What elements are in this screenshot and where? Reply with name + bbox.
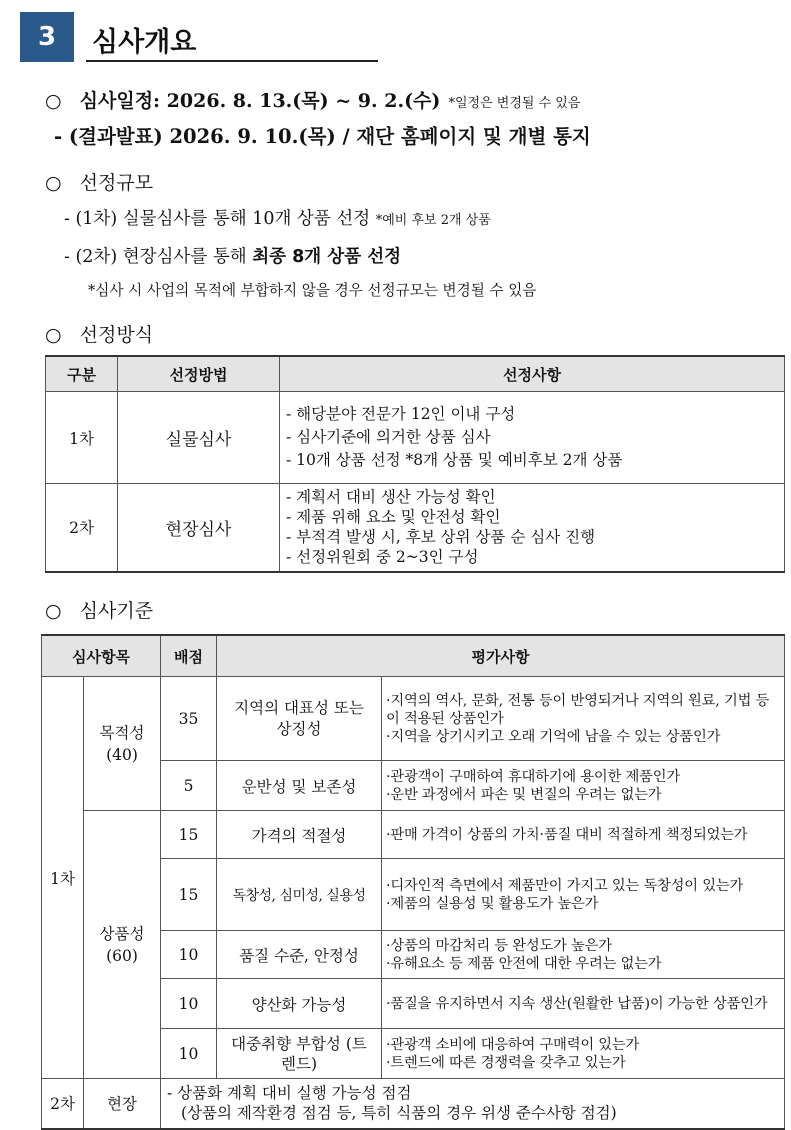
description-line: ·지역의 역사, 문화, 전통 등이 반영되거나 지역의 원료, 기법 등이 적용된 상품인가 xyxy=(386,692,770,727)
group-purpose xyxy=(84,677,161,811)
method-cell: 현장심사 xyxy=(118,484,280,572)
item-cell: 독창성, 심미성, 실용성 xyxy=(217,859,382,931)
criteria-header-row xyxy=(42,635,785,677)
method-row-1 xyxy=(46,392,785,484)
scale-first: - (1차) 실물심사를 통해 10개 상품 선정 xyxy=(64,209,371,229)
criteria-heading: 심사기준 xyxy=(79,600,154,622)
group-score: (40) xyxy=(106,745,138,764)
description-line: ·지역을 상기시키고 오래 기억에 남을 수 있는 상품인가 xyxy=(386,728,721,745)
stage2-name: 현장 xyxy=(84,1079,161,1129)
description-line: ·제품의 실용성 및 활용도가 높은가 xyxy=(386,895,599,912)
criteria-stage2-row xyxy=(42,1079,785,1129)
description-line: (상품의 제작환경 점검 등, 특히 식품의 경우 위생 준수사항 점검) xyxy=(181,1104,617,1123)
points-cell: 10 xyxy=(161,931,217,979)
points-cell: 5 xyxy=(161,761,217,811)
description-line: ·디자인적 측면에서 제품만이 가지고 있는 독창성이 있는가 xyxy=(386,877,744,894)
schedule-note: *일정은 변경될 수 있음 xyxy=(448,96,581,111)
stage2-description xyxy=(161,1079,785,1129)
bullet-circle-icon: ○ xyxy=(45,172,62,194)
method-cell: 실물심사 xyxy=(118,392,280,484)
header-points: 배점 xyxy=(161,635,217,677)
description-line: ·관광객 소비에 대응하여 구매력이 있는가 xyxy=(386,1036,640,1053)
criteria-row xyxy=(42,677,785,761)
description-line: ·트렌드에 따른 경쟁력을 갖추고 있는가 xyxy=(386,1054,626,1071)
method-heading: 선정방식 xyxy=(79,324,154,346)
scale-second-bold: 최종 8개 상품 선정 xyxy=(252,247,402,267)
description-line: ·품질을 유지하면서 지속 생산(원활한 납품)이 가능한 상품인가 xyxy=(386,995,768,1012)
stage-cell: 1차 xyxy=(46,392,118,484)
item-cell: 양산화 가능성 xyxy=(217,979,382,1029)
criteria-heading-line xyxy=(45,596,153,623)
detail-item: - 선정위원회 중 2~3인 구성 xyxy=(286,548,479,567)
description-line: ·상품의 마감처리 등 완성도가 높은가 xyxy=(386,937,612,954)
points-cell: 15 xyxy=(161,811,217,859)
section-number-badge: 3 xyxy=(20,12,74,62)
group-score: (60) xyxy=(106,946,138,965)
detail-item: - 제품 위해 요소 및 안전성 확인 xyxy=(286,508,501,527)
stage1-cell: 1차 xyxy=(42,677,84,1079)
detail-item: - 계획서 대비 생산 가능성 확인 xyxy=(286,488,496,507)
method-table xyxy=(45,355,785,573)
detail-item: - 심사기준에 의거한 상품 심사 xyxy=(286,428,491,446)
schedule-label: 심사일정: 2026. 8. 13.(목) ~ 9. 2.(수) xyxy=(79,90,441,112)
bullet-circle-icon: ○ xyxy=(45,90,62,112)
description-line: ·유해요소 등 제품 안전에 대한 우려는 없는가 xyxy=(386,955,662,972)
stage-cell: 2차 xyxy=(46,484,118,572)
schedule-line xyxy=(45,86,580,113)
header-stage: 구분 xyxy=(46,356,118,392)
item-cell: 가격의 적절성 xyxy=(217,811,382,859)
bullet-circle-icon: ○ xyxy=(45,600,62,622)
title-underline xyxy=(86,60,378,62)
item-cell: 지역의 대표성 또는 상징성 xyxy=(217,677,382,761)
description-line: - 상품화 계획 대비 실행 가능성 점검 xyxy=(167,1084,412,1103)
group-name: 상품성 xyxy=(99,924,145,943)
method-header-row xyxy=(46,356,785,392)
method-heading-line xyxy=(45,320,153,347)
scale-note: *심사 시 사업의 목적에 부합하지 않을 경우 선정규모는 변경될 수 있음 xyxy=(88,282,537,299)
scale-heading-line xyxy=(45,168,153,195)
description-cell xyxy=(382,761,785,811)
points-cell: 35 xyxy=(161,677,217,761)
detail-item: - 해당분야 전문가 12인 이내 구성 xyxy=(286,405,516,423)
scale-second-line xyxy=(64,243,401,268)
scale-first-line xyxy=(64,205,491,230)
header-method: 선정방법 xyxy=(118,356,280,392)
details-cell xyxy=(280,484,785,572)
description-line: ·운반 과정에서 파손 및 변질의 우려는 없는가 xyxy=(386,786,662,803)
scale-heading: 선정규모 xyxy=(79,172,154,194)
section-title: 심사개요 xyxy=(92,27,197,58)
detail-item: - 부적격 발생 시, 후보 상위 상품 순 심사 진행 xyxy=(286,528,596,547)
description-cell xyxy=(382,979,785,1029)
description-line: ·판매 가격이 상품의 가치·품질 대비 적절하게 책정되었는가 xyxy=(386,826,748,843)
result-announcement: - (결과발표) 2026. 9. 10.(목) / 재단 홈페이지 및 개별 통지 xyxy=(54,125,591,148)
criteria-table xyxy=(41,634,785,1130)
description-cell xyxy=(382,811,785,859)
description-line: ·관광객이 구매하여 휴대하기에 용이한 제품인가 xyxy=(386,768,680,785)
header-details: 선정사항 xyxy=(280,356,785,392)
description-cell xyxy=(382,931,785,979)
item-cell: 운반성 및 보존성 xyxy=(217,761,382,811)
group-name: 목적성 xyxy=(99,723,145,742)
bullet-circle-icon: ○ xyxy=(45,324,62,346)
item-cell: 품질 수준, 안정성 xyxy=(217,931,382,979)
description-cell xyxy=(382,859,785,931)
details-cell xyxy=(280,392,785,484)
item-cell: 대중취향 부합성 (트렌드) xyxy=(217,1029,382,1079)
description-cell xyxy=(382,677,785,761)
scale-first-note: *예비 후보 2개 상품 xyxy=(375,213,491,228)
scale-second-prefix: - (2차) 현장심사를 통해 xyxy=(64,247,247,267)
criteria-row xyxy=(42,811,785,859)
points-cell: 15 xyxy=(161,859,217,931)
header-evaluation: 평가사항 xyxy=(217,635,785,677)
description-cell xyxy=(382,1029,785,1079)
points-cell: 10 xyxy=(161,979,217,1029)
method-row-2 xyxy=(46,484,785,572)
group-product xyxy=(84,811,161,1079)
points-cell: 10 xyxy=(161,1029,217,1079)
header-item: 심사항목 xyxy=(42,635,161,677)
stage2-cell: 2차 xyxy=(42,1079,84,1129)
detail-item: - 10개 상품 선정 *8개 상품 및 예비후보 2개 상품 xyxy=(286,451,623,469)
